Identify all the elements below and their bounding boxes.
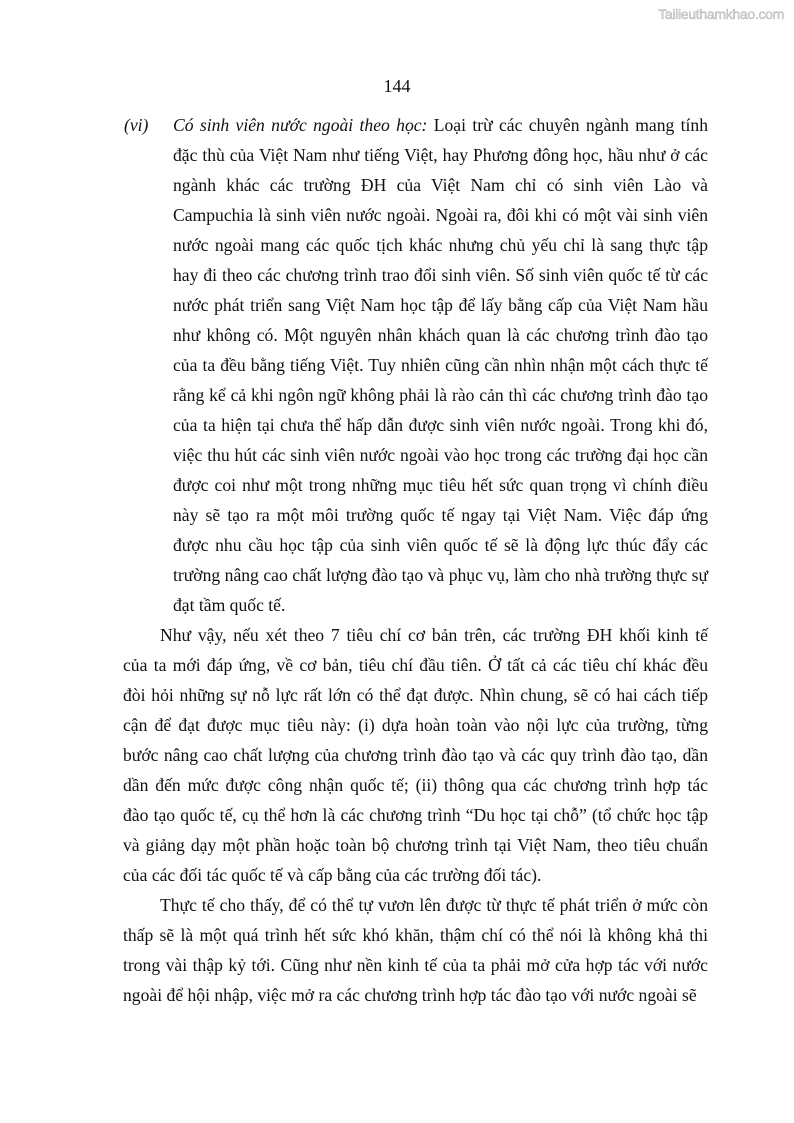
text-span: trường nâng cao chất lượng đào tạo và phục vụ, làm cho nhà trường thực sự xyxy=(173,565,708,585)
text-span: nước phát triển sang Việt Nam học tập để lấy bằng cấp của Việt Nam hầu xyxy=(173,295,708,315)
item-line xyxy=(173,564,708,586)
page-number: 144 xyxy=(383,76,411,96)
item-line xyxy=(173,474,708,496)
item-line xyxy=(173,264,708,286)
item-line xyxy=(173,354,708,376)
item-line xyxy=(173,534,708,556)
text-span: của ta hiện tại chưa thể hấp dẫn được sinh viên nước ngoài. Trong khi đó, xyxy=(173,415,708,435)
item-line xyxy=(173,144,708,166)
text-span: của ta đều bằng tiếng Việt. Tuy nhiên cũng cần nhìn nhận một cách thực tế xyxy=(173,355,708,375)
text-span: Campuchia là sinh viên nước ngoài. Ngoài ra, đôi khi có một vài sinh viên xyxy=(173,205,708,225)
text-span: này sẽ tạo ra một môi trường quốc tế ngay tại Việt Nam. Việc đáp ứng xyxy=(173,505,708,525)
text-span: như không có. Một nguyên nhân khách quan là các chương trình đào tạo xyxy=(173,325,708,345)
item-line xyxy=(173,384,708,406)
paragraph1-line: đòi hỏi những sự nỗ lực rất lớn có thể đạt được. Nhìn chung, sẽ có hai cách tiếp xyxy=(123,685,708,705)
paragraph1-line: cận để đạt được mục tiêu này: (i) dựa hoàn toàn vào nội lực của trường, từng xyxy=(123,715,708,735)
paragraph1-line: của các đối tác quốc tế và cấp bằng của các trường đối tác). xyxy=(123,865,542,885)
text-span: Loại trừ các chuyên ngành mang tính xyxy=(427,115,709,135)
paragraph2-line: trong vài thập kỷ tới. Cũng như nền kinh tế của ta phải mở cửa hợp tác với nước xyxy=(123,955,708,975)
paragraph1-line: đào tạo quốc tế, cụ thể hơn là các chương trình “Du học tại chỗ” (tổ chức học tập xyxy=(123,805,708,825)
paragraph1-line: của ta mới đáp ứng, về cơ bản, tiêu chí đầu tiên. Ở tất cả các tiêu chí khác đều xyxy=(123,655,708,675)
item-label: (vi) xyxy=(124,115,149,135)
text-span: rằng kể cả khi ngôn ngữ không phải là rào cản thì các chương trình đào tạo xyxy=(173,385,708,405)
item-line xyxy=(173,114,708,136)
item-line xyxy=(173,504,708,526)
text-span: đặc thù của Việt Nam như tiếng Việt, hay Phương đông học, hầu như ở các xyxy=(173,145,708,165)
paragraph1-line: Như vậy, nếu xét theo 7 tiêu chí cơ bản trên, các trường ĐH khối kinh tế xyxy=(160,625,708,645)
text-span: đạt tầm quốc tế. xyxy=(173,595,286,615)
text-span: nước ngoài mang các quốc tịch khác nhưng chủ yếu chỉ là sang thực tập xyxy=(173,235,708,255)
paragraph2-line: Thực tế cho thấy, để có thể tự vươn lên được từ thực tế phát triển ở mức còn xyxy=(160,895,708,915)
text-span: được nhu cầu học tập của sinh viên quốc tế sẽ là động lực thúc đẩy các xyxy=(173,535,708,555)
item-line xyxy=(173,414,708,436)
text-span: ngành khác các trường ĐH của Việt Nam chỉ có sinh viên Lào và xyxy=(173,175,708,195)
paragraph1-line: dần đến mức được công nhận quốc tế; (ii) thông qua các chương trình hợp tác xyxy=(123,775,708,795)
text-span: việc thu hút các sinh viên nước ngoài vào học trong các trường đại học cần xyxy=(173,445,708,465)
watermark: Tailieuthamkhao.com xyxy=(658,6,784,22)
item-line xyxy=(173,324,708,346)
item-line xyxy=(173,444,708,466)
item-line xyxy=(173,174,708,196)
item-line xyxy=(173,294,708,316)
item-line xyxy=(173,234,708,256)
paragraph1-line: bước nâng cao chất lượng của chương trình đào tạo và các quy trình đào tạo, dần xyxy=(123,745,708,765)
paragraph2-line: ngoài để hội nhập, việc mở ra các chương trình hợp tác đào tạo với nước ngoài sẽ xyxy=(123,985,697,1005)
paragraph2-line: thấp sẽ là một quá trình hết sức khó khăn, thậm chí có thể nói là không khả thi xyxy=(123,925,708,945)
text-span: hay đi theo các chương trình trao đổi sinh viên. Số sinh viên quốc tế từ các xyxy=(173,265,708,285)
paragraph1-line: và giảng dạy một phần hoặc toàn bộ chương trình tại Việt Nam, theo tiêu chuẩn xyxy=(123,835,708,855)
item-title: Có sinh viên nước ngoài theo học: xyxy=(173,115,428,135)
item-line xyxy=(173,204,708,226)
item-line xyxy=(173,594,708,616)
text-span: được coi như một trong những mục tiêu hết sức quan trọng vì chính điều xyxy=(173,475,708,495)
